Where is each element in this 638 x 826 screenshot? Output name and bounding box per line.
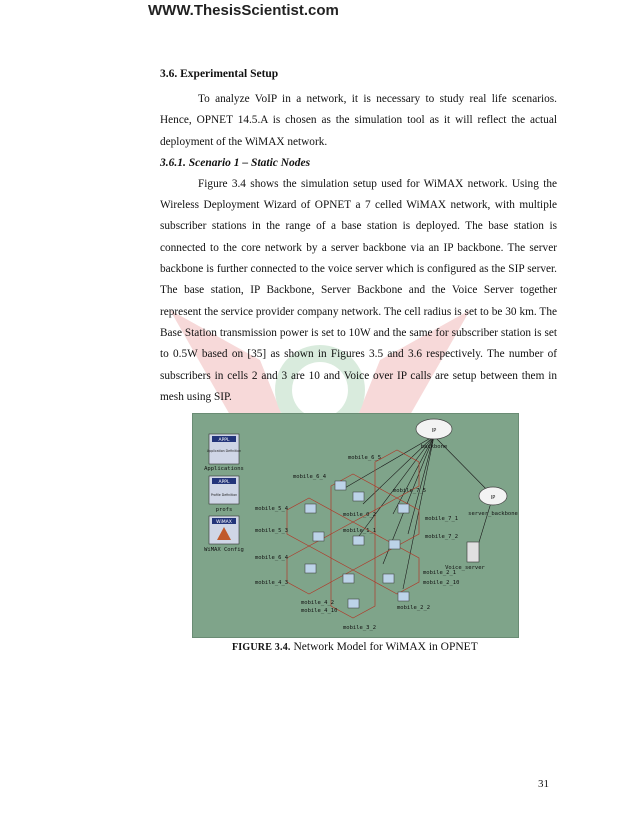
node-label: mobile_2_1 [423,570,457,576]
node-label: mobile_3_2 [343,625,377,631]
mobile-node [383,574,394,583]
profs-label: profs [215,507,233,513]
node-label: mobile_1_1 [343,528,377,534]
wimax-badge: WiMAX [216,520,232,525]
ip-backbone-cloud [416,419,452,450]
network-figure [192,413,519,638]
node-label: mobile_4_2 [301,600,335,606]
node-label: mobile_6_4 [255,555,289,561]
mobile-node [398,504,409,513]
ip-label-2: IP [490,495,496,501]
palette-profs [209,476,239,513]
appl-sub-1: Application Definition [206,449,242,453]
server-backbone-cloud [468,487,518,517]
node-label: mobile_5_4 [255,506,289,512]
mobile-node [348,599,359,608]
appl-sub-2: Profile Definition [210,493,238,497]
mobile-node [389,540,400,549]
node-label: mobile_7_1 [425,516,459,522]
network-diagram [193,414,518,637]
page-content [160,68,557,408]
appl-badge-2: APPL [218,480,230,485]
palette-applications [204,434,244,472]
node-label: mobile_0_2 [343,512,377,518]
section-title: 3.6. Experimental Setup [160,68,279,80]
node-label: mobile_4_10 [301,608,338,614]
intro-paragraph: To analyze VoIP in a network, it is necessary to study real life scenarios. Hence, OPNET 14.5.A is chosen as the simulation tool as it will reflect the actual deployment of the WiMAX network. [160,93,557,148]
body-paragraph: Figure 3.4 shows the simulation setup used for WiMAX network. Using the Wireless Deployment Wizard of OPNET a 7 celled WiMAX network, with multiple subscriber stations in the range of a base station is deployed. The base station is connected to the core network by a server backbone via an IP backbone. The server backbone is further connected to the voice server which is configured as the SIP server. The base station, IP Backbone, Server Backbone and the Voice Server together represent the service provider company network. The cell radius is set to be 30 km. The Base Station transmission power is set to 10W and the same for subscriber station is set to 0.5W based on [35] as shown in Figures 3.5 and 3.6 respectively. The number of subscribers in cells 2 and 3 are 10 and Voice over IP calls are setup between them in mesh using SIP. [160,177,557,403]
appl-badge-1: APPL [218,438,230,443]
mobile-node [353,536,364,545]
voice-server [445,542,485,571]
applications-label: Applications [204,466,244,472]
node-label: mobile_6_5 [348,455,382,461]
caption-text: Network Model for WiMAX in OPNET [290,641,478,653]
mobile-node [398,592,409,601]
node-label: mobile_6_4 [293,474,327,480]
site-header[interactable]: WWW.ThesisScientist.com [148,2,339,19]
mobile-node [305,504,316,513]
node-label: mobile_7_5 [393,488,427,494]
mobile-node [343,574,354,583]
node-label: mobile_2_10 [423,580,460,586]
node-label: mobile_7_2 [425,534,459,540]
mobile-node [313,532,324,541]
voice-server-label: Voice_server [445,565,485,571]
backbone-label: backbone [420,444,448,450]
caption-label: FIGURE 3.4. [232,642,291,653]
mobile-node [353,492,364,501]
figure-caption [232,641,478,653]
mobile-node [305,564,316,573]
ip-label: IP [431,428,437,434]
server-backbone-label: server_backbone [468,511,518,517]
node-label: mobile_4_3 [255,580,289,586]
wimax-config-label: WiMAX Config [204,547,244,553]
mobile-node [335,481,346,490]
page-number: 31 [538,778,549,790]
subsection-title: 3.6.1. Scenario 1 – Static Nodes [160,156,311,169]
node-label: mobile_2_2 [397,605,431,611]
palette-wimax [204,516,244,553]
node-label: mobile_5_3 [255,528,289,534]
